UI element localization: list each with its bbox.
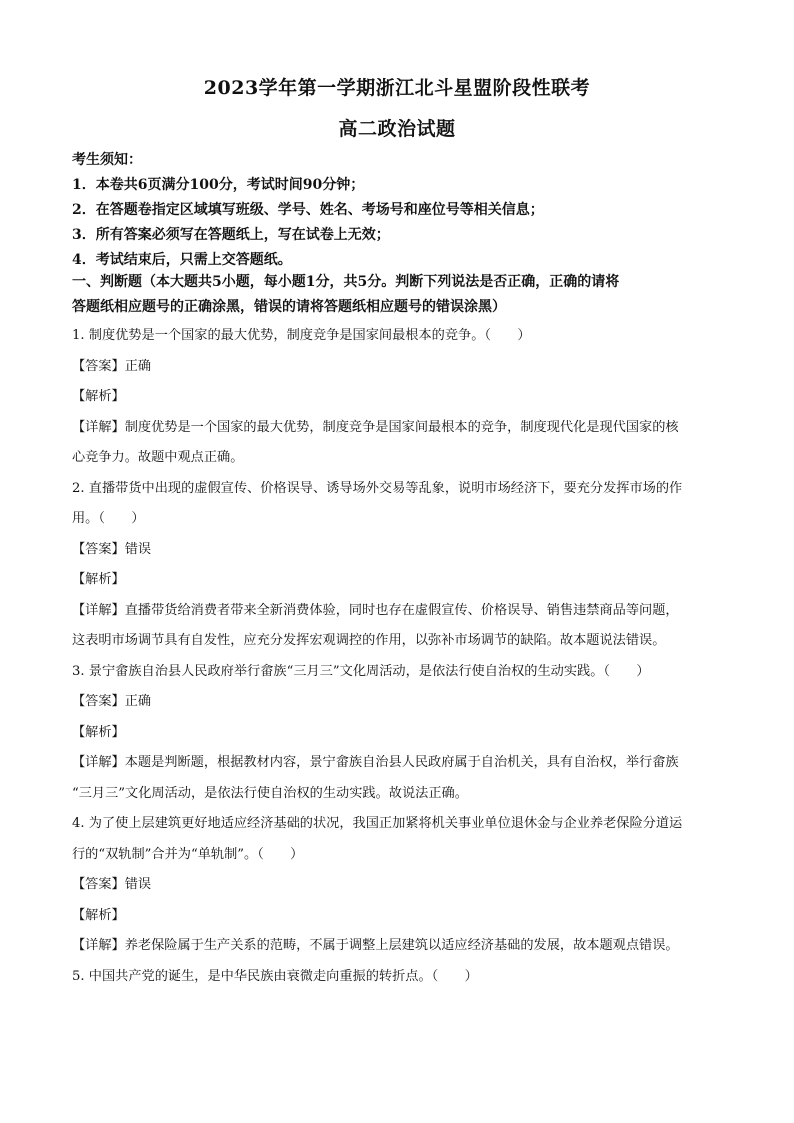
question-item: [72, 962, 722, 993]
question-item: [72, 474, 722, 657]
notice-item: 1．本卷共6页满分100分，考试时间90分钟；: [72, 177, 365, 193]
question-stem: 5. 中国共产党的诞生，是中华民族由衰微走向重振的转折点。（ ）: [72, 968, 478, 984]
detail-line: [72, 413, 722, 444]
question-stem: 3. 景宁畲族自治县人民政府举行畲族“三月三”文化周活动，是依法行使自治权的生动实践。（ ）: [72, 663, 650, 679]
detail-text: 心竞争力。故题中观点正确。: [72, 450, 244, 465]
analysis-label: 【解析】: [72, 724, 125, 740]
question-list: [72, 321, 722, 992]
section-heading: [72, 270, 722, 320]
detail-text: 这表明市场调节具有自发性，应充分发挥宏观调控的作用，以弥补市场调节的缺陷。故本题说法错误。: [72, 633, 666, 648]
answer-line: [72, 352, 722, 383]
detail-label: 【详解】: [72, 938, 125, 953]
answer-value: 正确: [124, 694, 152, 709]
detail-text: 本题是判断题，根据教材内容，景宁畲族自治县人民政府属于自治机关，具有自治权，举行畲族: [124, 755, 679, 770]
answer-label: 【答案】: [72, 694, 125, 709]
notice-item: 4．考试结束后，只需上交答题纸。: [72, 252, 292, 268]
detail-label: 【详解】: [72, 602, 125, 618]
notice-item: 3．所有答案必须写在答题纸上，写在试卷上无效；: [72, 227, 390, 243]
answer-value: 正确: [124, 358, 152, 374]
detail-text: 制度优势是一个国家的最大优势，制度竞争是国家间最根本的竞争，制度现代化是现代国家的核: [124, 419, 679, 435]
detail-line: [72, 931, 722, 962]
detail-text: “三月三”文化周活动，是依法行使自治权的生动实践。故说法正确。: [72, 785, 468, 801]
answer-line: [72, 535, 722, 566]
analysis-label: 【解析】: [72, 907, 125, 923]
section-heading-line: 一、判断题（本大题共5小题，每小题1分，共5分。判断下列说法是否正确，正确的请将: [72, 274, 620, 290]
detail-line: [72, 748, 722, 779]
detail-text: 养老保险属于生产关系的范畴，不属于调整上层建筑以适应经济基础的发展，故本题观点错误。: [124, 938, 679, 953]
question-stem: 2. 直播带货中出现的虚假宣传、价格误导、诱导场外交易等乱象，说明市场经济下，要充分发挥市场的作: [72, 480, 683, 496]
detail-label: 【详解】: [72, 755, 125, 770]
question-stem: 行的“双轨制”合并为“单轨制”。（ ）: [72, 846, 304, 862]
answer-label: 【答案】: [72, 877, 125, 892]
exam-title: 2023学年第一学期浙江北斗星盟阶段性联考: [203, 77, 591, 99]
detail-text: 直播带货给消费者带来全新消费体验，同时也存在虚假宣传、价格误导、销售违禁商品等问题，: [124, 602, 679, 618]
answer-value: 错误: [124, 877, 152, 892]
analysis-label: 【解析】: [72, 389, 125, 404]
answer-line: [72, 870, 722, 901]
notice-item: 2．在答题卷指定区域填写班级、学号、姓名、考场号和座位号等相关信息；: [72, 202, 544, 218]
analysis-label: 【解析】: [72, 572, 125, 587]
answer-value: 错误: [124, 541, 152, 557]
notice-heading: 考生须知：: [72, 152, 142, 168]
detail-label: 【详解】: [72, 419, 125, 435]
answer-label: 【答案】: [72, 541, 125, 557]
question-item: [72, 657, 722, 810]
question-item: [72, 321, 722, 474]
question-stem: 4. 为了使上层建筑更好地适应经济基础的状况，我国正加紧将机关事业单位退休金与企业养老保险分道运: [72, 816, 683, 831]
question-stem: 1. 制度优势是一个国家的最大优势，制度竞争是国家间最根本的竞争。（ ）: [72, 328, 531, 343]
answer-line: [72, 687, 722, 718]
answer-label: 【答案】: [72, 358, 125, 374]
question-stem: 用。（ ）: [72, 511, 145, 526]
detail-line: [72, 596, 722, 627]
question-item: [72, 809, 722, 962]
exam-subtitle: 高二政治试题: [338, 118, 456, 140]
section-heading-line: 答题纸相应题号的正确涂黑，错误的请将答题纸相应题号的错误涂黑）: [72, 299, 506, 315]
exam-notice: [72, 148, 722, 273]
